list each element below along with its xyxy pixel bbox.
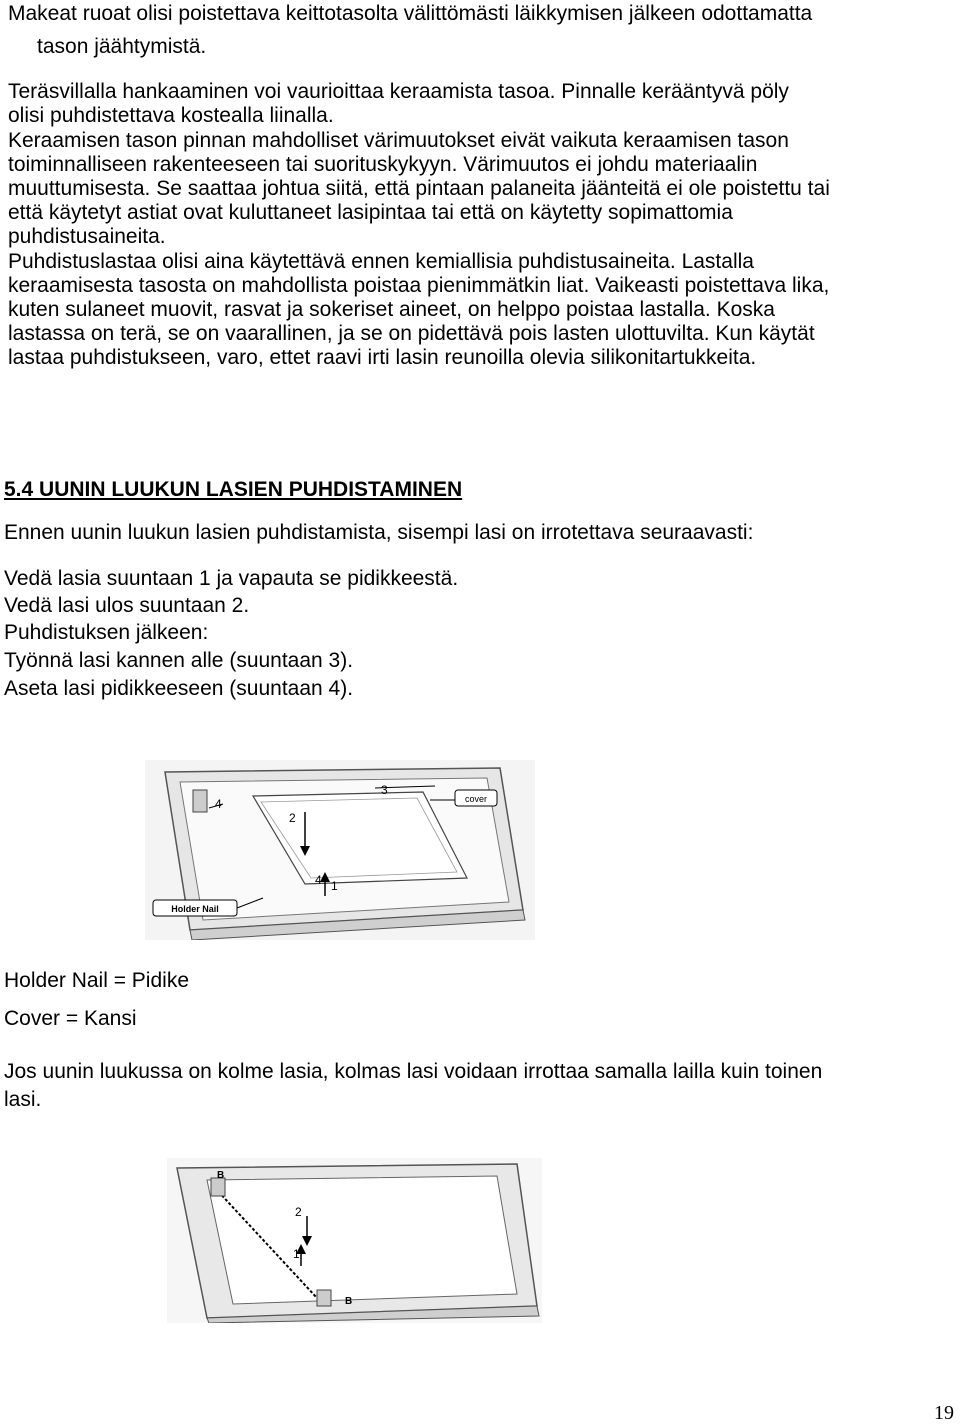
step-item: Puhdistuksen jälkeen: (4, 621, 209, 644)
text-line: Keraamisen tason pinnan mahdolliset värimuutokset eivät vaikuta keraamisen tason (8, 129, 789, 152)
text-line: kuten sulaneet muovit, rasvat ja sokeriset aineet, on helppo poistaa lastalla. Koska (8, 298, 775, 321)
glass-label: B (345, 1296, 353, 1307)
number-label: 1 (293, 1247, 300, 1261)
glass-pane (207, 1176, 517, 1304)
note-line: lasi. (4, 1088, 42, 1111)
text-line: Makeat ruoat olisi poistettava keittotasolta välittömästi läikkymisen jälkeen odottamatta (8, 2, 813, 25)
text-line: että käytetyt astiat ovat kuluttaneet lasipintaa tai että on käytetty sopimattomia (8, 201, 733, 224)
text-line: toiminnalliseen rakenteeseen tai suorituskykyyn. Värimuutos ei johdu materiaalin (8, 153, 758, 176)
number-label: 1 (331, 879, 338, 893)
third-glass-diagram (167, 1158, 542, 1323)
note-line: Jos uunin luukussa on kolme lasia, kolmas lasi voidaan irrottaa samalla lailla kuin toinen (4, 1060, 823, 1083)
text-line: Puhdistuslastaa olisi aina käytettävä ennen kemiallisia puhdistusaineita. Lastalla (8, 250, 754, 273)
text-line: tason jäähtymistä. (37, 35, 207, 58)
section-intro: Ennen uunin luukun lasien puhdistamista, sisempi lasi on irrotettava seuraavasti: (4, 521, 754, 544)
glass-label: B (217, 1170, 225, 1181)
number-label: 3 (381, 783, 388, 797)
number-label: 4 (215, 797, 222, 811)
text-line: Teräsvillalla hankaaminen voi vaurioittaa keraamista tasoa. Pinnalle kerääntyvä pöly (8, 80, 789, 103)
legend-holder: Holder Nail = Pidike (4, 969, 190, 992)
text-line: puhdistusaineita. (8, 225, 166, 248)
holder-clip (317, 1290, 331, 1306)
step-item: Vedä lasi ulos suuntaan 2. (4, 594, 250, 617)
number-label: 4 (315, 873, 322, 887)
text-line: keraamisesta tasosta on mahdollista poistaa pienimmätkin liat. Vaikeasti poistettava lika, (8, 274, 830, 297)
number-label: 2 (295, 1205, 302, 1219)
step-item: Aseta lasi pidikkeeseen (suuntaan 4). (4, 677, 354, 700)
step-item: Vedä lasia suuntaan 1 ja vapauta se pidikkeestä. (4, 567, 459, 590)
text-line: muuttumisesta. Se saattaa johtua siitä, että pintaan palaneita jäänteitä ei ole poistettu tai (8, 177, 830, 200)
section-heading: 5.4 UUNIN LUUKUN LASIEN PUHDISTAMINEN (4, 478, 463, 501)
step-item: Työnnä lasi kannen alle (suuntaan 3). (4, 649, 354, 672)
legend-cover: Cover = Kansi (4, 1007, 137, 1030)
door-glass-diagram (145, 760, 535, 940)
text-line: lastaa puhdistukseen, varo, ettet raavi irti lasin reunoilla olevia silikonitartukkeita. (8, 346, 757, 369)
text-line: olisi puhdistettava kostealla liinalla. (8, 104, 334, 127)
holder-label: Holder Nail (171, 904, 219, 914)
text-line: lastassa on terä, se on vaarallinen, ja se on pidettävä pois lasten ulottuvilta. Kun käytät (8, 322, 815, 345)
holder-clip (193, 790, 207, 812)
number-label: 2 (289, 811, 296, 825)
cover-label: cover (464, 794, 488, 804)
page-number: 19 (934, 1402, 954, 1424)
